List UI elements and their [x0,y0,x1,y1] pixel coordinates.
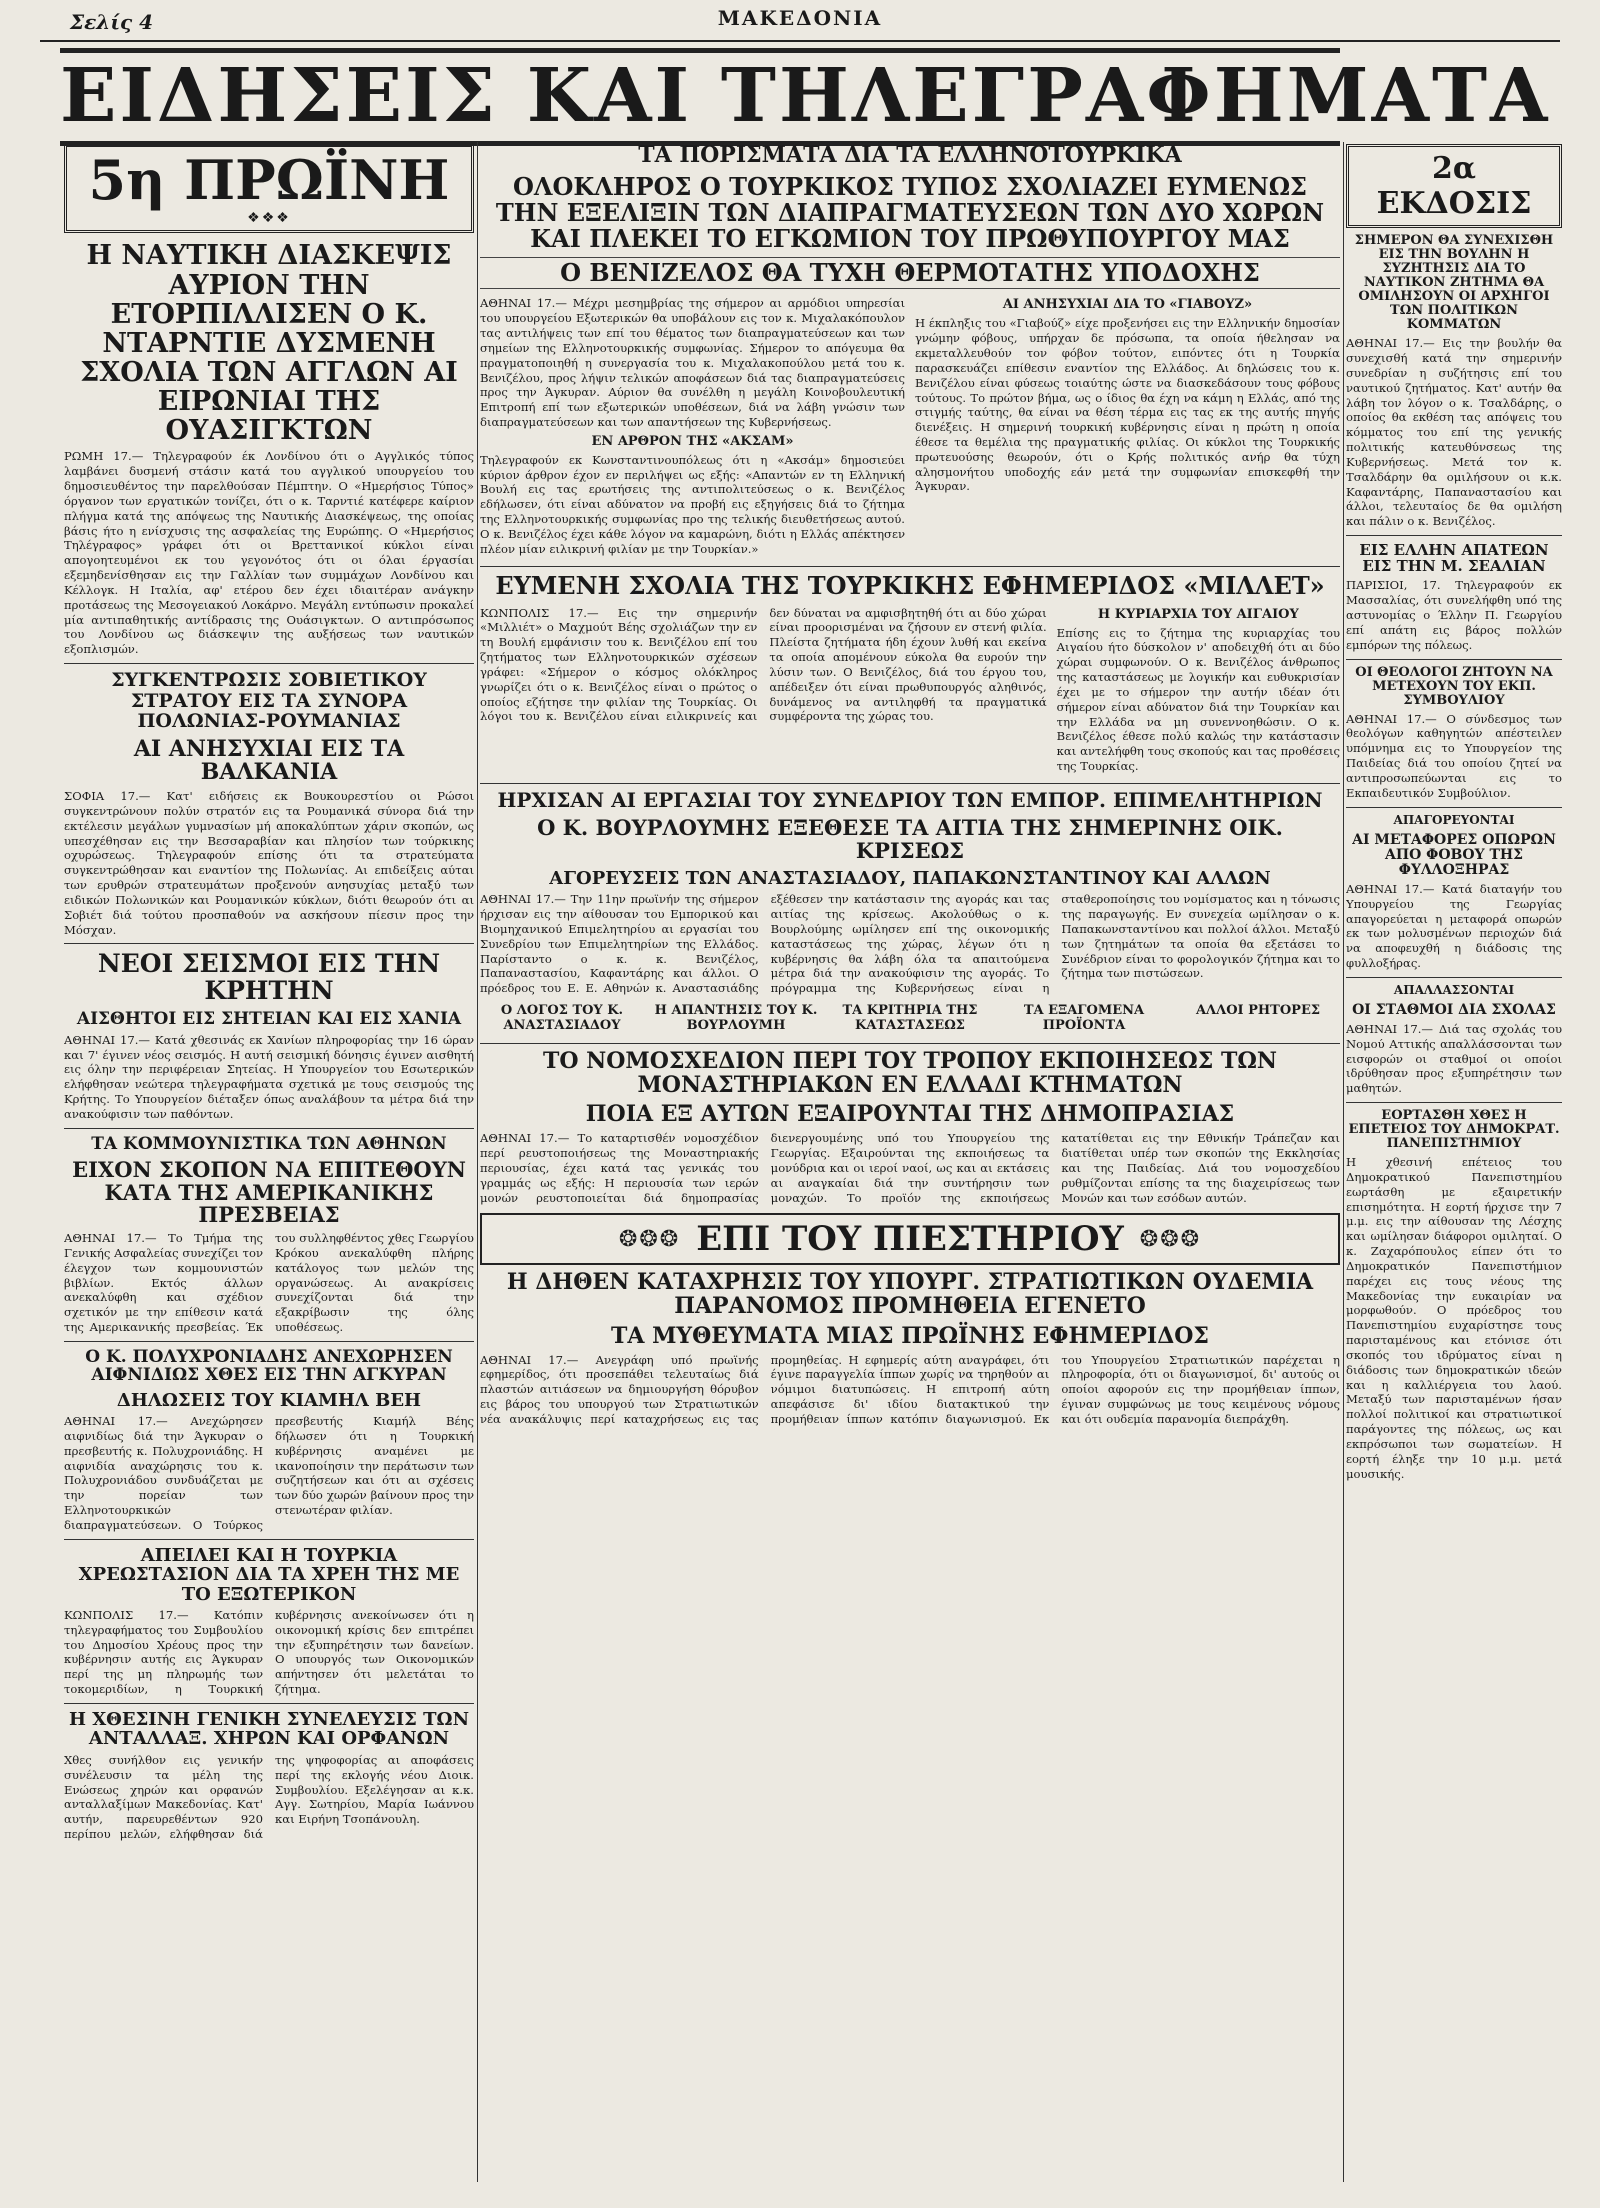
lead-body [480,293,1340,559]
lead-body-right [915,293,1340,559]
theologians-headline: ΟΙ ΘΕΟΛΟΓΟΙ ΖΗΤΟΥΝ ΝΑ ΜΕΤΕΧΟΥΝ ΤΟΥ ΕΚΠ. ΣΥΜΒΟΥΛΙΟΥ [1355,664,1553,708]
monastery-subhead: ΠΟΙΑ ΕΞ ΑΥΤΩΝ ΕΞΑΙΡΟΥΝΤΑΙ ΤΗΣ ΔΗΜΟΠΡΑΣΙΑΣ [585,1101,1235,1128]
article-soviet-headline: ΣΥΓΚΕΝΤΡΩΣΙΣ ΣΟΒΙΕΤΙΚΟΥ ΣΤΡΑΤΟΥ ΕΙΣ ΤΑ ΣΥΝΟΡΑ ΠΟΛΩΝΙΑΣ-ΡΟΥΜΑΝΙΑΣ [111,669,427,733]
right-column [1346,142,1562,2182]
lead-headline: ΟΛΟΚΛΗΡΟΣ Ο ΤΟΥΡΚΙΚΟΣ ΤΥΠΟΣ ΣΧΟΛΙΑΖΕΙ ΕΥΜΕΝΩΣ ΤΗΝ ΕΞΕΛΙΞΙΝ ΤΩΝ ΔΙΑΠΡΑΓΜΑΤΕΥΣΕΩΝ ΤΩΝ ΔΥΟ ΧΩΡΩΝ ΚΑΙ ΠΛΕΚΕΙ ΤΟ ΕΓΚΩΜΙΟΝ ΤΟΥ ΠΡΩΘΥΠΟΥΡΓΟΥ ΜΑΣ [495,171,1325,253]
press-headline: ΕΠΙ ΤΟΥ ΠΙΕΣΤΗΡΙΟΥ [696,1219,1124,1260]
article-widows-headline: Η ΧΘΕΣΙΝΗ ΓΕΝΙΚΗ ΣΥΝΕΛΕΥΣΙΣ ΤΩΝ ΑΝΤΑΛΛΑΞ. ΧΗΡΩΝ ΚΑΙ ΟΡΦΑΝΩΝ [68,1708,470,1750]
article-ambassador-headline: Ο Κ. ΠΟΛΥΧΡΟΝΙΑΔΗΣ ΑΝΕΧΩΡΗΣΕΝ ΑΙΦΝΙΔΙΩΣ ΧΘΕΣ ΕΙΣ ΤΗΝ ΑΓΚΥΡΑΝ [85,1346,453,1386]
article-ambassador-subhead: ΔΗΛΩΣΕΙΣ ΤΟΥ ΚΙΑΜΗΛ ΒΕΗ [116,1389,422,1411]
edition-title: 5η ΠΡΩΪΝΗ [88,148,450,212]
congress-subhead-4: ΤΑ ΕΞΑΓΟΜΕΝΑ ΠΡΟΪΟΝΤΑ [1023,1002,1145,1033]
congress-kicker: ΗΡΧΙΣΑΝ ΑΙ ΕΡΓΑΣΙΑΙ ΤΟΥ ΣΥΝΕΔΡΙΟΥ ΤΩΝ ΕΜΠΟΡ. ΕΠΙΜΕΛΗΤΗΡΙΩΝ [497,787,1323,812]
divider [64,1128,474,1129]
divider [1346,659,1562,660]
milliyet-headline: ΕΥΜΕΝΗ ΣΧΟΛΙΑ ΤΗΣ ΤΟΥΡΚΙΚΗΣ ΕΦΗΜΕΡΙΔΟΣ «ΜΙΛΛΕΤ» [495,570,1325,600]
stations-text: ΑΘΗΝΑΙ 17.— Διά τας σχολάς του Νομού Αττικής απαλλάσσονται των εισφορών οι σταθμοί οι οποίοι ιδρύθησαν προς εξυπηρέτησιν των μαθητών. [1346,1021,1562,1096]
masthead-rule [40,40,1560,42]
congress-subhead-3: ΤΑ ΚΡΙΤΗΡΙΑ ΤΗΣ ΚΑΤΑΣΤΑΣΕΩΣ [842,1002,978,1033]
article-soviet-text: ΣΟΦΙΑ 17.— Κατ' ειδήσεις εκ Βουκουρεστίου οι Ρώσοι συγκεντρώνουν πολύν στρατόν εις τα Ρουμανικά σύνορα διά την εκτέλεσιν μεγάλων γυμνασίων μή αποκαλύπτων χάριν σκοπών, ως υπεσχέθησαν εις την Βεσσαραβίαν και πλησίον των τούρκικης οχυρώσεως. Τηλεγραφούν επίσης ότι τα στρατεύματα συγκεντρώθησαν και εναντίον της Πολωνίας. Αι επιδείξεις αύται των ερυθρών στρατευμάτων προξενούν ανησυχίας μεταξύ των ειδικών Πολωνικών και Ρουμανικών κύκλων, διότι θεωρούν ότι αι Σοβιέτ διά τούτου προσπαθούν να ασκήσουν πίεσιν προς την Μόσχαν. [64,789,474,937]
divider [480,566,1340,567]
article-soviet-subhead: ΑΙ ΑΝΗΣΥΧΙΑΙ ΕΙΣ ΤΑ ΒΑΛΚΑΝΙΑ [133,735,405,786]
article-quake-headline: ΝΕΟΙ ΣΕΙΣΜΟΙ ΕΙΣ ΤΗΝ ΚΡΗΤΗΝ [97,949,441,1006]
lead-kicker: ΤΑ ΠΟΡΙΣΜΑΤΑ ΔΙΑ ΤΑ ΕΛΛΗΝΟΤΟΥΡΚΙΚΑ [638,142,1182,168]
congress-subheads [480,999,1340,1037]
masthead-line [0,0,1600,46]
lead-text-2: Τηλεγραφούν εκ Κωνσταντινουπόλεως ότι η «Ακσάμ» δημοσιεύει κύριον άρθρον έχον εν περιλήψει ως εξής: «Απαντών εν τη Ελληνική Βουλή εις τας ερωτήσεις της αντιπολιτεύσεως ο κ. Βενιζέλος εδήλωσεν, ότι είναι αδύνατον να προβή εις εξηγήσεις διά το ζήτημα της Ελληνοτουρκικής συμφωνίας προ της τελικής διευθετήσεως αυτού. Ο κ. Βενιζέλος έχει κάθε λόγον να καμαρώνη, διότι η Ελλάς απέκτησεν πλέον μίαν ειλικρινή φιλίαν με την Τουρκίαν.» [480,452,905,556]
edition-title-right: 2α ΕΚΔΟΣΙΣ [1376,151,1532,221]
article-debt-text: ΚΩΝΠΟΛΙΣ 17.— Κατόπιν τηλεγραφήματος του Συμβουλίου του Δημοσίου Χρέους προς την κυβέρνησιν αυτής εις Άγκυραν περί της μη πληρωμής των τοκομεριδίων, η Τουρκική κυβέρνησις ανεκοίνωσεν ότι η οικονομική κρίσις δεν επιτρέπει την εξυπηρέτησιν των δανείων. Ο υπουργός των Οικονομικών απήντησεν ότι μελετάται το ζήτημα. [64,1608,474,1697]
article-debt-headline: ΑΠΕΙΛΕΙ ΚΑΙ Η ΤΟΥΡΚΙΑ ΧΡΕΩΣΤΑΣΙΟΝ ΔΙΑ ΤΑ ΧΡΕΗ ΤΗΣ ΜΕ ΤΟ ΕΞΩΤΕΡΙΚΟΝ [78,1544,460,1605]
column-rule [1343,142,1344,2182]
milliyet-side-text: Επίσης εις το ζήτημα της κυριαρχίας του Αιγαίου ήτο δύσκολον ν' αποδειχθή ότι αι δύο χώραι συμφωνούν. Ο κ. Βενιζέλος άνθρωπος της καταστάσεως με λογικήν και ευθυκρισίαν έχει με το σήμερον την αυτήν ιδέαν ότι σήμερον είναι αδύνατον διά την Τουρκίαν και την Ελλάδα να μη συνεννοηθώσιν. Ο κ. Βενιζέλος έθεσε πολύ καλώς την κατάστασιν και αντελήφθη τους σκοπούς και τας προθέσεις της Τουρκίας. [1056,625,1340,773]
page-number: Σελίς 4 [70,10,154,34]
divider [64,1703,474,1704]
edition-ornament: ❖❖❖ [247,210,291,227]
divider [64,663,474,664]
divider [64,1341,474,1342]
theologians-text: ΑΘΗΝΑΙ 17.— Ο σύνδεσμος των θεολόγων καθηγητών απέστειλεν υπόμνημα εις το Υπουργείον της Παιδείας διά του οποίου ζητεί να αντιπροσωπεύωνται εις το Εκπαιδευτικόν Συμβούλιον. [1346,711,1562,800]
stations-kicker: ΑΠΑΛΛΑΣΣΟΝΤΑΙ [1393,982,1515,997]
ornament-right-icon: ❂❂❂ [1139,1226,1202,1252]
article-quake-text: ΑΘΗΝΑΙ 17.— Κατά χθεσινάς εκ Χανίων πληροφορίας την 16 ώραν και 7' έγινεν νέος σεισμός. Η αυτή σεισμική δόνησις έγινεν αισθητή εις όλην την περιφέρειαν Σητείας. Η Υπουργείον του Εσωτερικών ελήφθησαν νεώτερα τηλεγραφήματα σχετικά με τους σεισμούς της Κρήτης. Το Υπουργείον διέταξεν όπως αναλάβουν τα μέτρα διά την ανακούφισιν των παθόντων. [64,1032,474,1121]
left-column [64,142,474,2182]
fraud-text: ΠΑΡΙΣΙΟΙ, 17. Τηλεγραφούν εκ Μασσαλίας, ότι συνελήφθη υπό της αστυνομίας ο Έλλην Π. Γεωργίου επί απάτη εις βάρος πολλών εμπόρων της πόλεως. [1346,578,1562,652]
lead-body-left [480,293,905,559]
congress-subhead-2: Η ΑΠΑΝΤΗΣΙΣ ΤΟΥ Κ. ΒΟΥΡΛΟΥΜΗ [654,1002,818,1033]
university-text: Η χθεσινή επέτειος του Δημοκρατικού Πανεπιστημίου εωρτάσθη με εξαιρετικήν επισημότητα. Η εορτή ήρχισε την 7 μ.μ. εις την αίθουσαν της Λέσχης και ωμίλησαν διάφοροι ομιληταί. Ο κ. Ζαχαρόπουλος είπεν ότι το Δημοκρατικόν Πανεπιστήμιον παρέχει εις τους νέους της Μακεδονίας την ευκαιρίαν να μορφωθούν. Ο πρόεδρος του Πανεπιστημίου ευχαρίστησε τους παρισταμένους και ετόνισε ότι σκοπός του ιδρύματος είναι η διάδοσις των δημοκρατικών ιδεών και η καλλιέργεια του λαού. Μεταξύ των παρισταμένων ήσαν πολλοί πολιτικοί και στρατιωτικοί παράγοντες της πόλεως, ως και εκπρόσωποι των σωματείων. Η εορτή έληξε την 10 μ.μ. μετά μουσικής. [1346,1155,1562,1481]
press-text: ΑΘΗΝΑΙ 17.— Ανεγράφη υπό πρωϊνής εφημερίδος, ότι προσεπάθει τελευταίως διά πλαστών αιτιάσεων να δημιουργήση θόρυβον εις βάρος του υπουργού των Στρατιωτικών νέα ανακάλυψις περί καταχρήσεως εις τας προμηθείας. Η εφημερίς αύτη αναγράφει, ότι έγινε παραγγελία ίππων χωρίς να τηρηθούν αι νόμιμοι διατυπώσεις. Η επιτροπή αύτη απεφάσισε δι' ιδίου διατακτικού την προμήθειαν ίππων κατόπιν διαγωνισμού. Εκ του Υπουργείου Στρατιωτικών παρέχεται η πληροφορία, ότι οι διαγωνισμοί, δι' αυτούς οι οποίοι αφορούν εις την προμήθειαν ίππων, έγιναν συμφώνως με τους κειμένους νόμους και ότι ουδεμία παρανομία διεπράχθη. [480,1352,1340,1426]
divider [480,783,1340,784]
parliament-text: ΑΘΗΝΑΙ 17.— Εις την βουλήν θα συνεχισθή κατά την σημερινήν συνεδρίαν η συζήτησις επί του ναυτικού ζητήματος. Κατ' αυτήν θα λάβη τον λόγον ο κ. Τσαλδάρης, ο οποίος θα εκθέση τας απόψεις του κόμματος του επί της γενικής πολιτικής κατευθύνσεως της Κυβερνήσεως. Μετά τον κ. Τσαλδάρην θα ομιλήσουν οι κ.κ. Καφαντάρης, Παπαναστασίου και άλλοι, τελευταίος δε θα ομιλήση και πάλιν ο κ. Βενιζέλος. [1346,336,1562,529]
congress-text: ΑΘΗΝΑΙ 17.— Την 11ην πρωϊνήν της σήμερον ήρχισαν εις την αίθουσαν του Εμπορικού και Βιομηχανικού Επιμελητηρίου αι εργασίαι του Συνεδρίου των Επιμελητηρίων της Ελλάδος. Παρίσταντο ο κ. κ. Βενιζέλος, Παπαναστασίου, Καφαντάρης και άλλοι. Ο πρόεδρος του Ε. Ε. Αθηνών κ. Αναστασιάδης εξέθεσεν την κατάστασιν της αγοράς και τας αιτίας της κρίσεως. Ακολούθως ο κ. Βουρλούμης ωμίλησεν επί της οικονομικής καταστάσεως της χώρας, λέγων ότι η κυβέρνησις θα λάβη όλα τα απαιτούμενα μέτρα διά την ανακούφισιν της αγοράς. Το πρόγραμμα της Κυβερνήσεως είναι η σταθεροποίησις του νομίσματος και η τόνωσις της παραγωγής. Εν συνεχεία ωμίλησαν ο κ. Παπακωνσταντίνου και πολλοί άλλοι. Μεταξύ των ζητημάτων τα οποία θα εξετάσει το Συνέδριον είναι το φορολογικόν ζήτημα και το ζήτημα των πιστώσεων. [480,892,1340,996]
divider [480,1043,1340,1044]
article-communist-text: ΑΘΗΝΑΙ 17.— Το Τμήμα της Γενικής Ασφαλείας συνεχίζει τον έλεγχον των κομμουνιστών βιβλίων. Εκτός άλλων ανεκαλύφθη και σχέδιον σχετικόν με την επίθεσιν κατά της Αμερικανικής πρεσβείας. Έκ του συλληφθέντος χθες Γεωργίου Κρόκου ανεκαλύφθη πλήρης κατάλογος των μελών της οργανώσεως. Αι ανακρίσεις συνεχίζονται διά την εξακρίβωσιν της όλης υποθέσεως. [64,1231,474,1335]
lead-subhead-yavuz: ΑΙ ΑΝΗΣΥΧΙΑΙ ΔΙΑ ΤΟ «ΓΙΑΒΟΥΖ» [1002,297,1253,313]
press-box [480,1213,1340,1265]
monastery-text: ΑΘΗΝΑΙ 17.— Το καταρτισθέν νομοσχέδιον περί ρευστοποιήσεως της Μοναστηριακής περιουσίας, έχει κατά τας γενικάς του γραμμάς ως εξής: Η περιουσία των ιερών μονών ρευστοποιείται διά δημοπρασίας διενεργουμένης υπό του Υπουργείου της Γεωργίας. Εξαιρούνται της εκποιήσεως τα μονύδρια και οι ιεροί ναοί, ως και αι εκτάσεις αι αναγκαίαι διά την συντήρησιν των μοναχών. Το προϊόν της εκποιήσεως κατατίθεται εις την Εθνικήν Τράπεζαν και διατίθεται υπέρ των σκοπών της Εκκλησίας και της Παιδείας. Διά του νομοσχεδίου ρυθμίζονται επίσης τα της διαχειρίσεως των Μονών και των εσόδων αυτών. [480,1131,1340,1205]
fruit-text: ΑΘΗΝΑΙ 17.— Κατά διαταγήν του Υπουργείου της Γεωργίας απαγορεύεται η μεταφορά οπωρών εκ των μολυσμένων περιοχών διά να αποφευχθή η διάδοσις της φυλλοξήρας. [1346,881,1562,970]
lead-subhead-aksam: ΕΝ ΑΡΘΡΟΝ ΤΗΣ «ΑΚΣΑΜ» [591,433,794,449]
edition-box-left [64,144,474,233]
article-widows-text: Χθες συνήλθον εις γενικήν συνέλευσιν τα μέλη της Ενώσεως χηρών και ορφανών ανταλλαξίμων Μακεδονίας. Κατ' αυτήν, παρευρεθέντων 920 περίπου μελών, ελήφθησαν διά της ψηφοφορίας αι αποφάσεις περί της εκλογής νέου Διοικ. Συμβουλίου. Εξελέγησαν αι κ.κ. Αγγ. Σωτηρίου, Μαρία Ιωάννου και Ειρήνη Τσοπάνουλη. [64,1752,474,1841]
press-subhead: Η ΔΗΘΕΝ ΚΑΤΑΧΡΗΣΙΣ ΤΟΥ ΥΠΟΥΡΓ. ΣΤΡΑΤΙΩΤΙΚΩΝ ΟΥΔΕΜΙΑ ΠΑΡΑΝΟΜΟΣ ΠΡΟΜΗΘΕΙΑ ΕΓΕΝΕΤΟ [506,1269,1314,1320]
divider [64,1539,474,1540]
middle-column [480,142,1340,2182]
congress-subhead: ΑΓΟΡΕΥΣΕΙΣ ΤΩΝ ΑΝΑΣΤΑΣΙΑΔΟΥ, ΠΑΠΑΚΩΝΣΤΑΝΤΙΝΟΥ ΚΑΙ ΑΛΛΩΝ [549,867,1271,889]
ornament-left-icon: ❂❂❂ [618,1226,681,1252]
congress-headline: Ο Κ. ΒΟΥΡΛΟΥΜΗΣ ΕΞΕΘΕΣΕ ΤΑ ΑΙΤΙΑ ΤΗΣ ΣΗΜΕΡΙΝΗΣ ΟΙΚ. ΚΡΙΣΕΩΣ [537,815,1283,864]
article-naval-text: ΡΩΜΗ 17.— Τηλεγραφούν έκ Λονδίνου ότι ο Αγγλικός τύπος λαμβάνει δυσμενή στάσιν κατά του αγγλικού υπουργείου του δημοσιευθέντος την παρελθούσαν Πέμπτην. Ο «Ημερήσιος Τύπος» όργανον των εργατικών τονίζει, ότι ο κ. Ταρντιέ κατέφερε καίριον πλήγμα κατά της απόψεως της Ναυτικής Διασκέψεως, της οποίας βάσις ήτο η ενίσχυσις της ασφαλείας της Ευρώπης. Ο «Ημερήσιος Τηλέγραφος» γράφει ότι οι Βρεττανικοί κύκλοι είναι απογοητευμένοι εκ του γεγονότος ότι οι όλαι έργασίαι εξεμηδενίσθησαν εις την Γαλλίαν των συμμάχων Λονδίνου και Κέλλογκ. Η Ιταλία, αφ' ετέρου δεν έχει ιδιαιτέραν ανάγκην προτάσεως της Μεσογειακού Λοκάρνο. Μεγάλη εντύπωσιν προκαλεί μία αντιπαθητικής αντίδρασις της Ουάσιγκτων. Ο αντιπρόσωπος του Λονδίνου ως διάσκεψιν της αυξήσεως των ναυτικών εξοπλισμών. [64,449,474,657]
press-subhead-2: ΤΑ ΜΥΘΕΥΜΑΤΑ ΜΙΑΣ ΠΡΩΪΝΗΣ ΕΦΗΜΕΡΙΔΟΣ [610,1322,1209,1349]
lead-text-3: Η έκπληξις του «Γιαβούζ» είχε προξενήσει εις την Ελληνικήν δημοσίαν γνώμην φόβους, υπήρχαν δε πρόσωπα, τα οποία ήθελησαν να εκμεταλλευθούν τον φόβον τούτον, ειπόντες ότι η Τουρκία παρασκευάζει επίθεσιν εναντίον της Ελλάδος. Αι δηλώσεις του κ. Βενιζέλου είναι φύσεως τοιαύτης ώστε να διασκεδάσουν τους φόβους τούτους. Το πρώτον βήμα, ως ο ίδιος θα έχη να κάμη η Ελλάς, από της στιγμής ταύτης, θα είναι να θέση τέρμα εις τας εκ της αυτής πηγής διενέξεις. Η σημερινή τουρκική κυβέρνησις είναι η πρώτη η οποία έθεσε τα θεμέλια της πραγματικής φιλίας. Οι κύκλοι της Τουρκικής πρωτευούσης θεωρούν, ότι ο Κρής πολιτικός ανήρ θα τύχη αλησμονήτου υποδοχής εάν μετά την συμφωνίαν επισκεφθή την Άγκυραν. [915,316,1340,494]
article-ambassador-text: ΑΘΗΝΑΙ 17.— Ανεχώρησεν αιφνιδίως διά την Άγκυραν ο πρεσβευτής κ. Πολυχρονιάδης. Η αιφνιδία αναχώρησις του κ. Πολυχρονιάδου συνδυάζεται με την πορείαν των Ελληνοτουρκικών διαπραγματεύσεων. Ο Τούρκος πρεσβευτής Κιαμήλ Βέης δήλωσεν ότι η Τουρκική κυβέρνησις αναμένει με ικανοποίησιν την περάτωσιν των συζητήσεων και ότι αι σχέσεις των δύο χωρών βαίνουν προς την στενωτέραν φιλίαν. [64,1414,474,1532]
milliyet-text: ΚΩΝΠΟΛΙΣ 17.— Εις την σημερινήν «Μιλλιέτ» ο Μαχμούτ Βέης σχολιάζων την εν τη Βουλή εμφάνισιν του κ. Βενιζέλου επί του ζητήματος των Ελληνοτουρκικών σχέσεων γράφει: «Σήμερον ο κόσμος ολόκληρος γνωρίζει ότι ο κ. Βενιζέλος είναι ο πρώτος ο οποίος εζήτησε την φιλίαν της Τουρκίας. Οι λόγοι του κ. Βενιζέλου είναι ειλικρινείς και δεν δύναται να αμφισβητηθή ότι αι δύο χώραι είναι προορισμέναι να ζήσουν εν στενή φιλία. Πλείστα ζητήματα ήδη έχουν λυθή και εκείνα τα οποία απομένουν εύκολα θα ευρούν την λύσιν των. Ο Βενιζέλος, διά του έργου του, απέδειξεν ότι είναι πρωθυπουργός αληθινός, δυνάμενος να αντιληφθή τα πραγματικά συμφέροντα της χώρας του. [480,605,1047,724]
stations-headline: ΟΙ ΣΤΑΘΜΟΙ ΔΙΑ ΣΧΟΛΑΣ [1352,1001,1556,1018]
divider [64,943,474,944]
fruit-headline: ΑΙ ΜΕΤΑΦΟΡΕΣ ΟΠΩΡΩΝ ΑΠΟ ΦΟΒΟΥ ΤΗΣ ΦΥΛΛΟΞΗΡΑΣ [1352,831,1556,878]
edition-box-right [1346,144,1562,228]
university-headline: ΕΟΡΤΑΣΘΗ ΧΘΕΣ Η ΕΠΕΤΕΙΟΣ ΤΟΥ ΔΗΜΟΚΡΑΤ. ΠΑΝΕΠΙΣΤΗΜΙΟΥ [1348,1108,1560,1152]
milliyet-subhead: Η ΚΥΡΙΑΡΧΙΑ ΤΟΥ ΑΙΓΑΙΟΥ [1097,606,1299,622]
lead-text-1: ΑΘΗΝΑΙ 17.— Μέχρι μεσημβρίας της σήμερον αι αρμόδιοι υπηρεσίαι του υπουργείου Εξωτερικών θα υποβάλουν εις τον κ. Μιχαλακόπουλον τας αντιλήψεις των επί του θέματος των διαπραγματεύσεων και των σημείων της Ελληνοτουρκικής συμφωνίας. Σήμερον το απόγευμα θα πραγματοποιηθή η συνεργασία του κ. Μιχαλακοπούλου μετά του κ. Βενιζέλου, προς λήψιν τελικών αποφάσεων διά τας διαπραγματεύσεις προς την Άγκυραν. Αύριον θα συνέλθη η μεγάλη Κοινοβουλευτική Επιτροπή επί των εξωτερικών υποθέσεων, διά να λάβη γνώσιν των διαπραγματεύσεων και των απαντήσεων της Κυβερνήσεως. [480,296,905,429]
divider [1346,535,1562,536]
divider [1346,977,1562,978]
milliyet-body-side [1057,603,1340,777]
parliament-headline: ΣΗΜΕΡΟΝ ΘΑ ΣΥΝΕΧΙΣΘΗ ΕΙΣ ΤΗΝ ΒΟΥΛΗΝ Η ΣΥΖΗΤΗΣΙΣ ΔΙΑ ΤΟ ΝΑΥΤΙΚΟΝ ΖΗΤΗΜΑ ΘΑ ΟΜΙΛΗΣΟΥΝ ΟΙ ΑΡΧΗΓΟΙ ΤΩΝ ΠΟΛΙΤΙΚΩΝ ΚΟΜΜΑΤΩΝ [1354,233,1554,333]
monastery-headline: ΤΟ ΝΟΜΟΣΧΕΔΙΟΝ ΠΕΡΙ ΤΟΥ ΤΡΟΠΟΥ ΕΚΠΟΙΗΣΕΩΣ ΤΩΝ ΜΟΝΑΣΤΗΡΙΑΚΩΝ ΕΝ ΕΛΛΑΔΙ ΚΤΗΜΑΤΩΝ [542,1047,1278,1098]
congress-subhead-5: ΑΛΛΟΙ ΡΗΤΟΡΕΣ [1195,1002,1321,1018]
lead-subhead: Ο ΒΕΝΙΖΕΛΟΣ ΘΑ ΤΥΧΗ ΘΕΡΜΟΤΑΤΗΣ ΥΠΟΔΟΧΗΣ [480,257,1340,289]
paper-name: ΜΑΚΕΔΟΝΙΑ [717,6,883,30]
section-banner: ΕΙΔΗΣΕΙΣ ΚΑΙ ΤΗΛΕΓΡΑΦΗΜΑΤΑ [60,48,1340,146]
fruit-kicker: ΑΠΑΓΟΡΕΥΟΝΤΑΙ [1393,812,1515,827]
column-rule [477,142,478,2182]
divider [1346,807,1562,808]
article-quake-subhead: ΑΙΣΘΗΤΟΙ ΕΙΣ ΣΗΤΕΙΑΝ ΚΑΙ ΕΙΣ ΧΑΝΙΑ [76,1009,462,1030]
congress-subhead-1: Ο ΛΟΓΟΣ ΤΟΥ Κ. ΑΝΑΣΤΑΣΙΑΔΟΥ [500,1002,624,1033]
article-naval-headline: Η ΝΑΥΤΙΚΗ ΔΙΑΣΚΕΨΙΣ ΑΥΡΙΟΝ ΤΗΝ ΕΤΟΡΠΙΛΛΙΣΕΝ Ο Κ. ΝΤΑΡΝΤΙΕ ΔΥΣΜΕΝΗ ΣΧΟΛΙΑ ΤΩΝ ΑΓΓΛΩΝ ΑΙ ΕΙΡΩΝΙΑΙ ΤΗΣ ΟΥΑΣΙΓΚΤΩΝ [80,240,458,447]
article-communist-headline: ΤΑ ΚΟΜΜΟΥΝΙΣΤΙΚΑ ΤΩΝ ΑΘΗΝΩΝ [91,1133,447,1154]
article-communist-subhead: ΕΙΧΟΝ ΣΚΟΠΟΝ ΝΑ ΕΠΙΤΕΘΟΥΝ ΚΑΤΑ ΤΗΣ ΑΜΕΡΙΚΑΝΙΚΗΣ ΠΡΕΣΒΕΙΑΣ [72,1157,466,1228]
fraud-headline: ΕΙΣ ΕΛΛΗΝ ΑΠΑΤΕΩΝ ΕΙΣ ΤΗΝ Μ. ΣΕΑΛΙΑΝ [1359,540,1549,576]
milliyet-body [480,603,1340,777]
divider [1346,1102,1562,1103]
milliyet-body-main [480,603,1047,777]
